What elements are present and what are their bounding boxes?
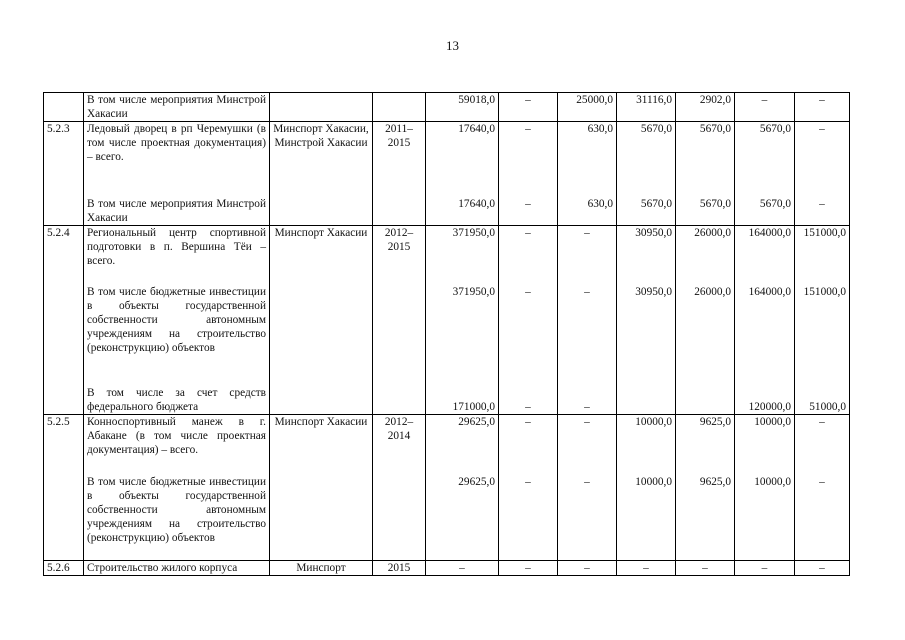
- row-value-2: 630,0: [558, 122, 617, 197]
- row-value-3: 31116,0: [617, 93, 676, 122]
- row-description: В том числе мероприятия Минстрой Хакасии: [84, 93, 270, 122]
- row-total: 29625,0: [426, 415, 499, 475]
- row-executor: [270, 93, 373, 122]
- row-value-1: –: [499, 415, 558, 475]
- table-row: [44, 561, 850, 576]
- row-value-4: 26000,0: [676, 226, 735, 285]
- row-value-6: 151000,0: [795, 285, 850, 385]
- row-total: 29625,0: [426, 475, 499, 561]
- row-value-6: –: [795, 93, 850, 122]
- budget-table: [43, 92, 850, 576]
- row-value-3: 30950,0: [617, 285, 676, 385]
- row-value-1: –: [499, 93, 558, 122]
- row-value-2: –: [558, 226, 617, 285]
- row-value-5: 10000,0: [735, 415, 795, 475]
- row-value-2: –: [558, 561, 617, 576]
- table-row: [44, 285, 850, 385]
- row-value-6: –: [795, 561, 850, 576]
- row-value-5: –: [735, 93, 795, 122]
- row-description: Конноспортивный манеж в г. Абакане (в том числе проектная документация) – всего.: [84, 415, 270, 475]
- row-code: [44, 93, 84, 122]
- row-value-2: –: [558, 415, 617, 475]
- row-period: [373, 475, 426, 561]
- row-code: 5.2.5: [44, 415, 84, 475]
- page-number: 13: [446, 38, 459, 53]
- table-row: [44, 475, 850, 561]
- row-value-3: –: [617, 561, 676, 576]
- row-value-4: 9625,0: [676, 475, 735, 561]
- row-total: 59018,0: [426, 93, 499, 122]
- row-description: В том числе за счет средств федерального бюджета: [84, 385, 270, 415]
- row-value-2: 630,0: [558, 197, 617, 226]
- row-value-4: 2902,0: [676, 93, 735, 122]
- row-value-6: –: [795, 475, 850, 561]
- row-value-5: 120000,0: [735, 385, 795, 415]
- row-value-2: 25000,0: [558, 93, 617, 122]
- row-value-4: 5670,0: [676, 197, 735, 226]
- row-period: 2011–2015: [373, 122, 426, 197]
- row-value-5: 5670,0: [735, 197, 795, 226]
- row-value-5: –: [735, 561, 795, 576]
- row-description: В том числе бюджетные инвестиции в объекты государственной собственности автономным учреждениям на строительство (реконструкцию) объектов: [84, 285, 270, 385]
- row-total: 17640,0: [426, 197, 499, 226]
- row-value-6: –: [795, 197, 850, 226]
- row-total: 17640,0: [426, 122, 499, 197]
- row-value-4: [676, 385, 735, 415]
- row-value-6: 151000,0: [795, 226, 850, 285]
- table-row: [44, 415, 850, 475]
- row-executor: [270, 285, 373, 385]
- row-code: [44, 285, 84, 385]
- row-description: Строительство жилого корпуса: [84, 561, 270, 576]
- row-executor: Минспорт: [270, 561, 373, 576]
- row-value-2: –: [558, 285, 617, 385]
- table-row: [44, 226, 850, 285]
- row-value-5: 5670,0: [735, 122, 795, 197]
- row-total: 371950,0: [426, 285, 499, 385]
- row-code: [44, 475, 84, 561]
- row-code: [44, 197, 84, 226]
- row-code: 5.2.3: [44, 122, 84, 197]
- row-total: 371950,0: [426, 226, 499, 285]
- row-value-4: 26000,0: [676, 285, 735, 385]
- row-value-3: 10000,0: [617, 475, 676, 561]
- row-value-1: –: [499, 561, 558, 576]
- row-period: 2015: [373, 561, 426, 576]
- row-value-1: –: [499, 122, 558, 197]
- row-value-4: 5670,0: [676, 122, 735, 197]
- row-value-6: 51000,0: [795, 385, 850, 415]
- table-row: [44, 122, 850, 197]
- row-value-5: 164000,0: [735, 285, 795, 385]
- row-description: В том числе мероприятия Минстрой Хакасии: [84, 197, 270, 226]
- row-value-3: 5670,0: [617, 122, 676, 197]
- row-executor: Минспорт Хакасии, Минстрой Хакасии: [270, 122, 373, 197]
- table-row: [44, 385, 850, 415]
- row-period: [373, 385, 426, 415]
- row-period: [373, 197, 426, 226]
- row-period: [373, 93, 426, 122]
- row-value-5: 10000,0: [735, 475, 795, 561]
- row-value-6: –: [795, 415, 850, 475]
- row-value-3: [617, 385, 676, 415]
- row-value-3: 5670,0: [617, 197, 676, 226]
- row-total: 171000,0: [426, 385, 499, 415]
- row-description: Региональный центр спортивной подготовки в п. Вершина Тёи – всего.: [84, 226, 270, 285]
- row-executor: [270, 197, 373, 226]
- row-value-4: 9625,0: [676, 415, 735, 475]
- row-value-1: –: [499, 385, 558, 415]
- row-value-1: –: [499, 285, 558, 385]
- row-period: 2012–2014: [373, 415, 426, 475]
- row-value-3: 30950,0: [617, 226, 676, 285]
- row-total: –: [426, 561, 499, 576]
- row-period: [373, 285, 426, 385]
- row-code: 5.2.6: [44, 561, 84, 576]
- row-description: Ледовый дворец в рп Черемушки (в том числе проектная документация) – всего.: [84, 122, 270, 197]
- row-value-3: 10000,0: [617, 415, 676, 475]
- row-executor: [270, 475, 373, 561]
- table-row: [44, 93, 850, 122]
- row-period: 2012–2015: [373, 226, 426, 285]
- row-value-6: –: [795, 122, 850, 197]
- row-code: [44, 385, 84, 415]
- table-row: [44, 197, 850, 226]
- row-value-4: –: [676, 561, 735, 576]
- row-executor: [270, 385, 373, 415]
- row-executor: Минспорт Хакасии: [270, 226, 373, 285]
- row-value-1: –: [499, 475, 558, 561]
- row-value-1: –: [499, 226, 558, 285]
- row-description: В том числе бюджетные инвестиции в объекты государственной собственности автономным учреждениям на строительство (реконструкцию) объектов: [84, 475, 270, 561]
- row-value-5: 164000,0: [735, 226, 795, 285]
- table-body: [44, 93, 850, 576]
- row-code: 5.2.4: [44, 226, 84, 285]
- row-value-2: –: [558, 385, 617, 415]
- row-executor: Минспорт Хакасии: [270, 415, 373, 475]
- row-value-2: –: [558, 475, 617, 561]
- row-value-1: –: [499, 197, 558, 226]
